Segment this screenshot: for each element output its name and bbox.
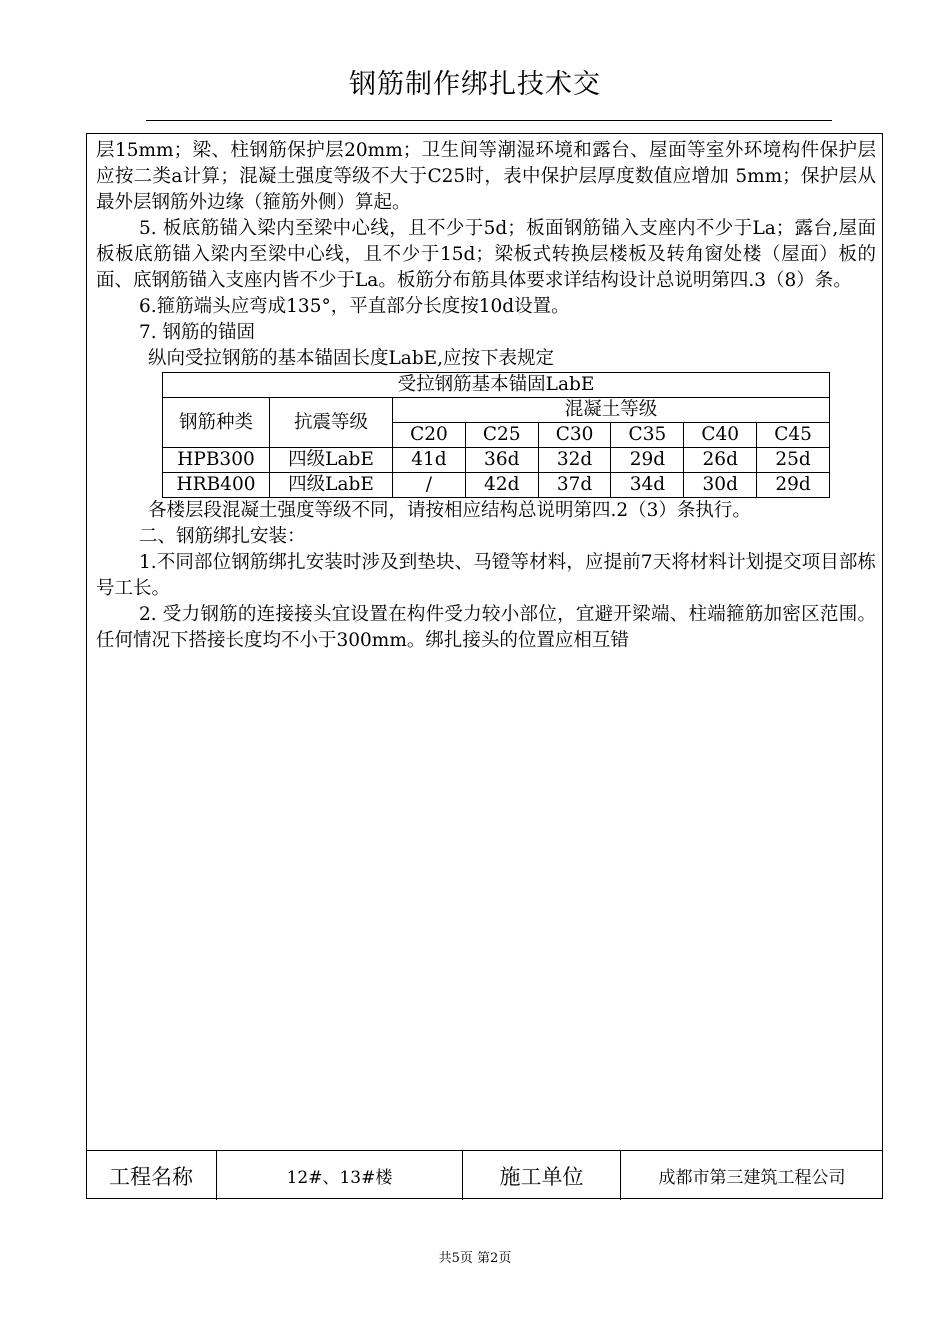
value-cell: 34d xyxy=(611,473,684,498)
header-rebar-type: 钢筋种类 xyxy=(163,398,270,448)
rebar-type-cell: HPB300 xyxy=(163,448,270,473)
value-cell: / xyxy=(393,473,466,498)
anchorage-length-table xyxy=(162,372,830,498)
title-underline xyxy=(146,120,832,121)
value-cell: 41d xyxy=(393,448,466,473)
paragraph-material-plan: 1.不同部位钢筋绑扎安装时涉及到垫块、马镫等材料，应提前7天将材料计划提交项目部栋号工长。 xyxy=(96,552,876,599)
header-seismic-level: 抗震等级 xyxy=(270,398,393,448)
value-cell: 29d xyxy=(757,473,830,498)
document-title: 钢筋制作绑扎技术交 xyxy=(349,69,601,100)
section-heading-binding: 二、钢筋绑扎安装： xyxy=(139,526,306,547)
value-cell: 26d xyxy=(684,448,757,473)
table-row xyxy=(163,448,830,473)
page-number: 共5页 第2页 xyxy=(438,1251,512,1266)
grade-cell: C20 xyxy=(393,423,466,448)
paragraph-slab-anchorage: 5. 板底筋锚入梁内至梁中心线，且不少于5d；板面钢筋锚入支座内不少于La；露台,屋面板板底筋锚入梁内至梁中心线，且不少于15d；梁板式转换层楼板及转角窗处楼（屋面）板的面、底钢筋锚入支座内皆不少于La。板筋分布筋具体要求详结构设计总说明第四.3（8）条。 xyxy=(96,218,876,291)
rebar-type-cell: HRB400 xyxy=(163,473,270,498)
value-cell: 37d xyxy=(538,473,611,498)
table-caption: 受拉钢筋基本锚固LabE xyxy=(163,373,830,398)
table-row xyxy=(163,473,830,498)
construction-unit-label: 施工单位 xyxy=(463,1151,621,1200)
value-cell: 32d xyxy=(538,448,611,473)
value-cell: 30d xyxy=(684,473,757,498)
grade-cell: C35 xyxy=(611,423,684,448)
value-cell: 36d xyxy=(465,448,538,473)
seismic-level-cell: 四级LabE xyxy=(270,448,393,473)
paragraph-anchorage-heading: 7. 钢筋的锚固 xyxy=(139,322,256,343)
body-text xyxy=(96,138,876,654)
header-concrete-grade: 混凝土等级 xyxy=(393,398,830,423)
project-info-row xyxy=(86,1150,883,1200)
construction-unit-value: 成都市第三建筑工程公司 xyxy=(658,1168,846,1188)
value-cell: 29d xyxy=(611,448,684,473)
paragraph-table-intro: 纵向受拉钢筋的基本锚固长度LabE,应按下表规定 xyxy=(148,348,555,369)
paragraph-protective-layer: 层15mm；梁、柱钢筋保护层20mm；卫生间等潮湿环境和露台、屋面等室外环境构件保护层应按二类a计算；混凝土强度等级不大于C25时，表中保护层厚度数值应增加 5mm；保护层从最外层钢筋外边缘（箍筋外侧）算起。 xyxy=(96,140,876,213)
value-cell: 25d xyxy=(757,448,830,473)
seismic-level-cell: 四级LabE xyxy=(270,473,393,498)
paragraph-splice-location: 2. 受力钢筋的连接接头宜设置在构件受力较小部位，宜避开梁端、柱端箍筋加密区范围。任何情况下搭接长度均不小于300mm。绑扎接头的位置应相互错 xyxy=(96,604,876,651)
grade-cell: C30 xyxy=(538,423,611,448)
project-name-label: 工程名称 xyxy=(86,1151,217,1200)
grade-cell: C40 xyxy=(684,423,757,448)
value-cell: 42d xyxy=(465,473,538,498)
grade-cell: C25 xyxy=(465,423,538,448)
paragraph-stirrup-hook: 6.箍筋端头应弯成135°，平直部分长度按10d设置。 xyxy=(139,296,570,317)
grade-cell: C45 xyxy=(757,423,830,448)
paragraph-grade-note: 各楼层段混凝土强度等级不同，请按相应结构总说明第四.2（3）条执行。 xyxy=(148,500,751,521)
project-name-value: 12#、13#楼 xyxy=(217,1151,463,1200)
